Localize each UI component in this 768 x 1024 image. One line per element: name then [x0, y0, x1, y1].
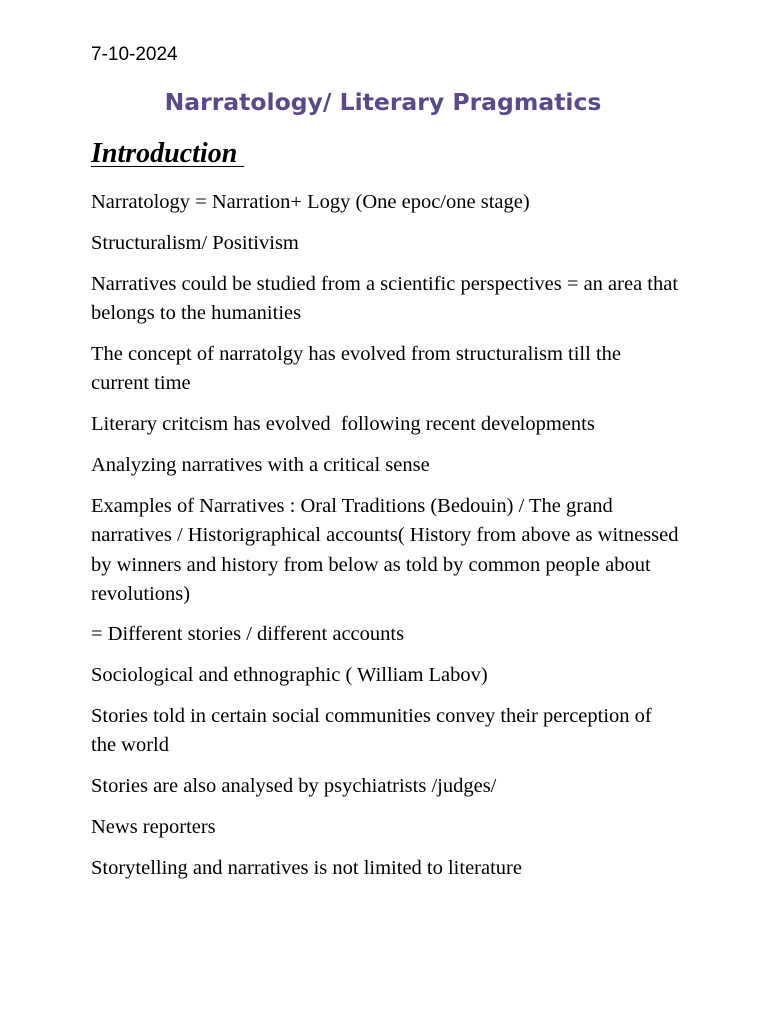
paragraph: Examples of Narratives : Oral Traditions (Bedouin) / The grand narratives / Historigraphical accounts( History from above as witnessed by winners and history from below as told by common people about revolutions) [91, 495, 684, 605]
paragraph: News reporters [91, 816, 216, 838]
paragraph: Structuralism/ Positivism [91, 232, 299, 254]
paragraph: Literary critcism has evolved following recent developments [91, 413, 595, 435]
document-date: 7-10-2024 [91, 44, 178, 65]
paragraph: Analyzing narratives with a critical sense [91, 454, 430, 476]
paragraph: The concept of narratolgy has evolved from structuralism till the current time [91, 343, 627, 395]
paragraph: Narratology = Narration+ Logy (One epoc/one stage) [91, 191, 530, 213]
paragraph: Storytelling and narratives is not limited to literature [91, 857, 522, 879]
paragraph: Stories are also analysed by psychiatrists /judges/ [91, 775, 497, 797]
document-title: Narratology/ Literary Pragmatics [164, 88, 602, 116]
paragraph: Narratives could be studied from a scientific perspectives = an area that belongs to the humanities [91, 273, 684, 325]
paragraph: = Different stories / different accounts [91, 623, 405, 645]
paragraph: Sociological and ethnographic ( William Labov) [91, 664, 488, 686]
paragraph: Stories told in certain social communities convey their perception of the world [91, 705, 657, 757]
section-heading: Introduction [91, 138, 245, 169]
